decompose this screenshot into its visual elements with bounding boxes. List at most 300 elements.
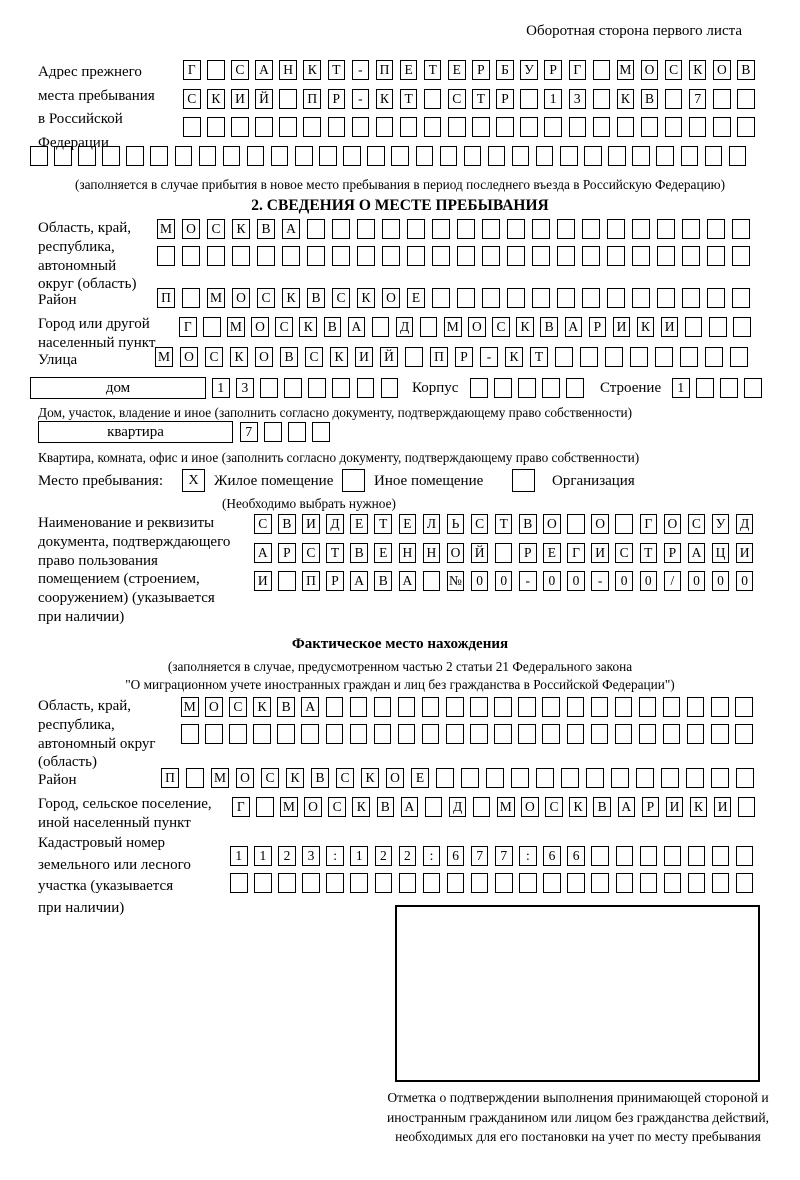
char-box xyxy=(398,724,416,744)
char-box: М xyxy=(444,317,462,337)
char-box: 2 xyxy=(278,846,296,866)
s3-oblast-row-1[interactable] xyxy=(181,697,759,717)
char-box: Т xyxy=(472,89,490,109)
s2-oblast-label-line: республика, xyxy=(38,238,115,255)
char-box: Т xyxy=(400,89,418,109)
option-inoe-label: Иное помещение xyxy=(374,473,484,489)
char-box xyxy=(425,797,443,817)
s2-gorod-label-line: Город или другой xyxy=(38,316,150,332)
char-box xyxy=(566,378,584,398)
checkbox-inoe[interactable] xyxy=(342,469,365,492)
char-box: Е xyxy=(407,288,425,308)
char-box xyxy=(561,768,579,788)
char-box xyxy=(423,873,441,893)
char-box xyxy=(737,89,755,109)
char-box: 0 xyxy=(543,571,561,591)
char-box xyxy=(591,846,609,866)
char-box: Й xyxy=(255,89,273,109)
char-box: С xyxy=(448,89,466,109)
s2-oblast-label-line: округ (область) xyxy=(38,276,137,293)
char-box: 6 xyxy=(567,846,585,866)
char-box: С xyxy=(665,60,683,80)
char-box: И xyxy=(231,89,249,109)
char-box xyxy=(391,146,409,166)
char-box xyxy=(482,288,500,308)
char-box: Е xyxy=(399,514,417,534)
char-box xyxy=(205,724,223,744)
char-box xyxy=(495,543,513,563)
char-box: В xyxy=(280,347,298,367)
char-box xyxy=(682,246,700,266)
char-box: Д xyxy=(449,797,467,817)
doc-row-1[interactable] xyxy=(254,514,760,534)
char-box xyxy=(607,246,625,266)
checkbox-organizatsiya[interactable] xyxy=(512,469,535,492)
char-box xyxy=(518,697,536,717)
char-box: О xyxy=(205,697,223,717)
char-box: С xyxy=(615,543,633,563)
char-box: В xyxy=(374,571,392,591)
char-box xyxy=(665,89,683,109)
char-box: М xyxy=(207,288,225,308)
char-box xyxy=(199,146,217,166)
char-box xyxy=(432,288,450,308)
doc-row-2[interactable] xyxy=(254,543,760,563)
s2-ulitsa-label: Улица xyxy=(38,352,78,368)
char-box xyxy=(682,219,700,239)
char-box: - xyxy=(352,89,370,109)
char-box: С xyxy=(545,797,563,817)
char-box: Т xyxy=(640,543,658,563)
char-box xyxy=(689,117,707,137)
kvartira-number-row[interactable] xyxy=(240,422,336,442)
char-box: К xyxy=(376,89,394,109)
char-box xyxy=(536,146,554,166)
char-box xyxy=(657,219,675,239)
s3-oblast-label xyxy=(38,697,156,772)
char-box: 2 xyxy=(399,846,417,866)
char-box: А xyxy=(401,797,419,817)
char-box: - xyxy=(519,571,537,591)
char-box: 7 xyxy=(495,846,513,866)
kadastr-label-line: Кадастровый номер xyxy=(38,835,165,851)
char-box xyxy=(507,288,525,308)
char-box xyxy=(436,768,454,788)
char-box: С xyxy=(336,768,354,788)
doc-label-line: при наличии) xyxy=(38,608,125,625)
char-box: П xyxy=(376,60,394,80)
char-box xyxy=(207,246,225,266)
char-box: М xyxy=(617,60,635,80)
char-box: - xyxy=(480,347,498,367)
char-box xyxy=(567,514,585,534)
section3-note-1: (заполняется в случае, предусмотренном частью 2 статьи 21 Федерального закона xyxy=(167,659,633,674)
char-box: О xyxy=(180,347,198,367)
char-box: Г xyxy=(569,60,587,80)
char-box xyxy=(720,378,738,398)
char-box: 1 xyxy=(350,846,368,866)
char-box xyxy=(473,797,491,817)
char-box xyxy=(181,724,199,744)
char-box: В xyxy=(593,797,611,817)
s3-gorod-row[interactable] xyxy=(232,797,762,817)
char-box: Д xyxy=(326,514,344,534)
char-box xyxy=(639,724,657,744)
char-box: У xyxy=(712,514,730,534)
char-box: 1 xyxy=(254,846,272,866)
char-box xyxy=(557,246,575,266)
char-box xyxy=(357,246,375,266)
char-box xyxy=(557,219,575,239)
char-box xyxy=(732,219,750,239)
char-box: 3 xyxy=(236,378,254,398)
char-box: В xyxy=(519,514,537,534)
kadastr-row-1[interactable] xyxy=(230,846,760,866)
kvartira-caption: Квартира, комната, офис и иное (заполнить согласно документу, подтверждающему право собственности) xyxy=(38,450,640,465)
char-box xyxy=(457,219,475,239)
char-box xyxy=(255,117,273,137)
char-box xyxy=(382,219,400,239)
char-box xyxy=(432,246,450,266)
char-box: А xyxy=(399,571,417,591)
char-box xyxy=(422,697,440,717)
char-box: В xyxy=(311,768,329,788)
char-box xyxy=(615,697,633,717)
korpus-row[interactable] xyxy=(470,378,590,398)
char-box: 7 xyxy=(689,89,707,109)
char-box xyxy=(288,422,306,442)
s3-oblast-label-line: республика, xyxy=(38,716,115,733)
s2-oblast-row-1[interactable] xyxy=(157,219,757,239)
char-box: К xyxy=(303,60,321,80)
char-box xyxy=(424,89,442,109)
char-box xyxy=(400,117,418,137)
char-box xyxy=(705,146,723,166)
prev-address-row-4[interactable] xyxy=(30,146,753,166)
char-box xyxy=(440,146,458,166)
char-box xyxy=(488,146,506,166)
char-box xyxy=(512,146,530,166)
char-box xyxy=(707,219,725,239)
char-box xyxy=(632,219,650,239)
char-box xyxy=(182,246,200,266)
char-box xyxy=(231,117,249,137)
char-box xyxy=(607,288,625,308)
char-box xyxy=(711,724,729,744)
char-box xyxy=(486,768,504,788)
stamp-area xyxy=(395,905,760,1082)
char-box: С xyxy=(688,514,706,534)
char-box xyxy=(307,219,325,239)
char-box xyxy=(532,219,550,239)
char-box: 0 xyxy=(736,571,754,591)
korpus-label: Корпус xyxy=(412,380,459,396)
char-box: С xyxy=(205,347,223,367)
s3-oblast-row-2[interactable] xyxy=(181,724,759,744)
char-box xyxy=(295,146,313,166)
char-box: В xyxy=(277,697,295,717)
char-box xyxy=(730,347,748,367)
doc-label-line: Наименование и реквизиты xyxy=(38,515,215,531)
char-box xyxy=(664,846,682,866)
char-box: С xyxy=(332,288,350,308)
char-box: Т xyxy=(374,514,392,534)
char-box: Т xyxy=(495,514,513,534)
s2-oblast-label-line: автономный xyxy=(38,257,117,274)
char-box: 0 xyxy=(712,571,730,591)
char-box xyxy=(688,846,706,866)
char-box xyxy=(374,724,392,744)
char-box: Г xyxy=(232,797,250,817)
char-box xyxy=(405,347,423,367)
dom-number-row[interactable] xyxy=(212,378,405,398)
char-box: У xyxy=(520,60,538,80)
char-box: 1 xyxy=(672,378,690,398)
char-box: Т xyxy=(424,60,442,80)
char-box xyxy=(352,117,370,137)
char-box xyxy=(711,697,729,717)
char-box: Й xyxy=(380,347,398,367)
s3-gorod-label-line: иной населенный пункт xyxy=(38,814,191,831)
char-box xyxy=(520,89,538,109)
char-box xyxy=(482,246,500,266)
char-box xyxy=(277,724,295,744)
kadastr-label-line: участка (указывается xyxy=(38,878,174,894)
char-box: С xyxy=(183,89,201,109)
char-box: В xyxy=(257,219,275,239)
char-box: А xyxy=(301,697,319,717)
char-box xyxy=(301,724,319,744)
char-box xyxy=(733,317,751,337)
char-box: Е xyxy=(411,768,429,788)
char-box xyxy=(446,697,464,717)
char-box xyxy=(312,422,330,442)
char-box xyxy=(593,117,611,137)
char-box xyxy=(543,873,561,893)
char-box: А xyxy=(255,60,273,80)
char-box xyxy=(713,117,731,137)
char-box xyxy=(687,724,705,744)
dom-box xyxy=(30,377,206,399)
char-box: 0 xyxy=(688,571,706,591)
char-box: О xyxy=(251,317,269,337)
char-box: 3 xyxy=(302,846,320,866)
char-box: А xyxy=(348,317,366,337)
char-box xyxy=(382,246,400,266)
char-box xyxy=(582,219,600,239)
char-box xyxy=(328,117,346,137)
char-box xyxy=(663,724,681,744)
char-box: О xyxy=(468,317,486,337)
char-box: № xyxy=(447,571,465,591)
char-box: К xyxy=(361,768,379,788)
kvartira-box xyxy=(38,421,233,443)
char-box: Г xyxy=(183,60,201,80)
char-box xyxy=(376,117,394,137)
char-box: М xyxy=(157,219,175,239)
char-box xyxy=(738,797,756,817)
char-box xyxy=(736,768,754,788)
char-box: Й xyxy=(471,543,489,563)
char-box xyxy=(350,873,368,893)
char-box xyxy=(737,117,755,137)
char-box xyxy=(223,146,241,166)
s2-gorod-row[interactable] xyxy=(179,317,757,337)
char-box xyxy=(591,873,609,893)
char-box: 6 xyxy=(447,846,465,866)
char-box xyxy=(367,146,385,166)
char-box xyxy=(682,288,700,308)
char-box: К xyxy=(207,89,225,109)
char-box: С xyxy=(471,514,489,534)
doc-row-3[interactable] xyxy=(254,571,760,591)
char-box xyxy=(183,117,201,137)
kadastr-label-line: при наличии) xyxy=(38,899,125,916)
char-box xyxy=(593,60,611,80)
char-box: О xyxy=(543,514,561,534)
char-box xyxy=(707,246,725,266)
char-box: Н xyxy=(279,60,297,80)
char-box: К xyxy=(505,347,523,367)
char-box: П xyxy=(157,288,175,308)
char-box xyxy=(685,317,703,337)
char-box: - xyxy=(352,60,370,80)
char-box xyxy=(680,347,698,367)
char-box: К xyxy=(689,60,707,80)
char-box: А xyxy=(688,543,706,563)
char-box: О xyxy=(591,514,609,534)
char-box xyxy=(507,219,525,239)
s2-raion-row[interactable] xyxy=(157,288,757,308)
char-box xyxy=(615,724,633,744)
prev-address-row-3[interactable] xyxy=(183,117,761,137)
char-box: К xyxy=(357,288,375,308)
char-box xyxy=(616,846,634,866)
char-box: О xyxy=(232,288,250,308)
checkbox-zhiloe[interactable]: X xyxy=(182,469,205,492)
char-box xyxy=(736,846,754,866)
s2-oblast-row-2[interactable] xyxy=(157,246,757,266)
char-box xyxy=(375,873,393,893)
char-box: Т xyxy=(326,543,344,563)
kadastr-row-2[interactable] xyxy=(230,873,760,893)
char-box xyxy=(663,697,681,717)
char-box xyxy=(332,378,350,398)
char-box xyxy=(580,347,598,367)
char-box: П xyxy=(430,347,448,367)
char-box: М xyxy=(497,797,515,817)
char-box xyxy=(495,873,513,893)
char-box: С xyxy=(229,697,247,717)
char-box: И xyxy=(613,317,631,337)
char-box xyxy=(253,724,271,744)
char-box: Т xyxy=(328,60,346,80)
char-box xyxy=(423,571,441,591)
s3-oblast-label-line: (область) xyxy=(38,754,97,771)
char-box: Р xyxy=(642,797,660,817)
char-box xyxy=(102,146,120,166)
prev-address-label-line: Адрес прежнего xyxy=(38,64,142,80)
char-box: В xyxy=(278,514,296,534)
char-box: И xyxy=(661,317,679,337)
char-box xyxy=(591,724,609,744)
char-box: С xyxy=(207,219,225,239)
s2-ulitsa-row[interactable] xyxy=(155,347,755,367)
char-box xyxy=(657,288,675,308)
char-box: Р xyxy=(519,543,537,563)
char-box: И xyxy=(254,571,272,591)
char-box: 7 xyxy=(471,846,489,866)
char-box xyxy=(457,246,475,266)
char-box: В xyxy=(377,797,395,817)
char-box: С xyxy=(492,317,510,337)
char-box xyxy=(343,146,361,166)
char-box: С xyxy=(254,514,272,534)
dom-box-label: дом xyxy=(105,379,131,396)
char-box: К xyxy=(569,797,587,817)
char-box xyxy=(560,146,578,166)
char-box xyxy=(448,117,466,137)
doc-label-line: документа, подтверждающего xyxy=(38,533,231,550)
s3-raion-row[interactable] xyxy=(161,768,761,788)
char-box: В xyxy=(350,543,368,563)
char-box xyxy=(732,288,750,308)
prev-address-row-1[interactable] xyxy=(183,60,761,80)
section3-heading: Фактическое место нахождения xyxy=(291,636,509,652)
char-box: Б xyxy=(496,60,514,80)
char-box xyxy=(736,873,754,893)
s3-oblast-label-line: автономный округ xyxy=(38,735,156,752)
char-box: Л xyxy=(423,514,441,534)
char-box xyxy=(709,317,727,337)
char-box xyxy=(542,724,560,744)
char-box xyxy=(432,219,450,239)
char-box: И xyxy=(666,797,684,817)
char-box: Е xyxy=(543,543,561,563)
char-box: О xyxy=(382,288,400,308)
char-box: И xyxy=(736,543,754,563)
char-box: В xyxy=(307,288,325,308)
char-box xyxy=(308,378,326,398)
char-box xyxy=(472,117,490,137)
option-organizatsiya-label: Организация xyxy=(552,473,635,489)
char-box xyxy=(519,873,537,893)
char-box: К xyxy=(299,317,317,337)
s3-gorod-label xyxy=(38,795,212,833)
doc-label xyxy=(38,514,230,627)
char-box xyxy=(569,117,587,137)
char-box: И xyxy=(714,797,732,817)
char-box: Р xyxy=(328,89,346,109)
char-box xyxy=(567,697,585,717)
char-box xyxy=(254,873,272,893)
char-box xyxy=(696,378,714,398)
char-box xyxy=(284,378,302,398)
char-box: А xyxy=(565,317,583,337)
char-box xyxy=(665,117,683,137)
kadastr-label xyxy=(38,833,191,919)
char-box: : xyxy=(423,846,441,866)
char-box xyxy=(482,219,500,239)
char-box xyxy=(532,246,550,266)
stroenie-row[interactable] xyxy=(672,378,768,398)
char-box: Е xyxy=(374,543,392,563)
prev-address-row-2[interactable] xyxy=(183,89,761,109)
char-box: О xyxy=(236,768,254,788)
char-box xyxy=(735,724,753,744)
char-box: 1 xyxy=(230,846,248,866)
char-box xyxy=(470,697,488,717)
